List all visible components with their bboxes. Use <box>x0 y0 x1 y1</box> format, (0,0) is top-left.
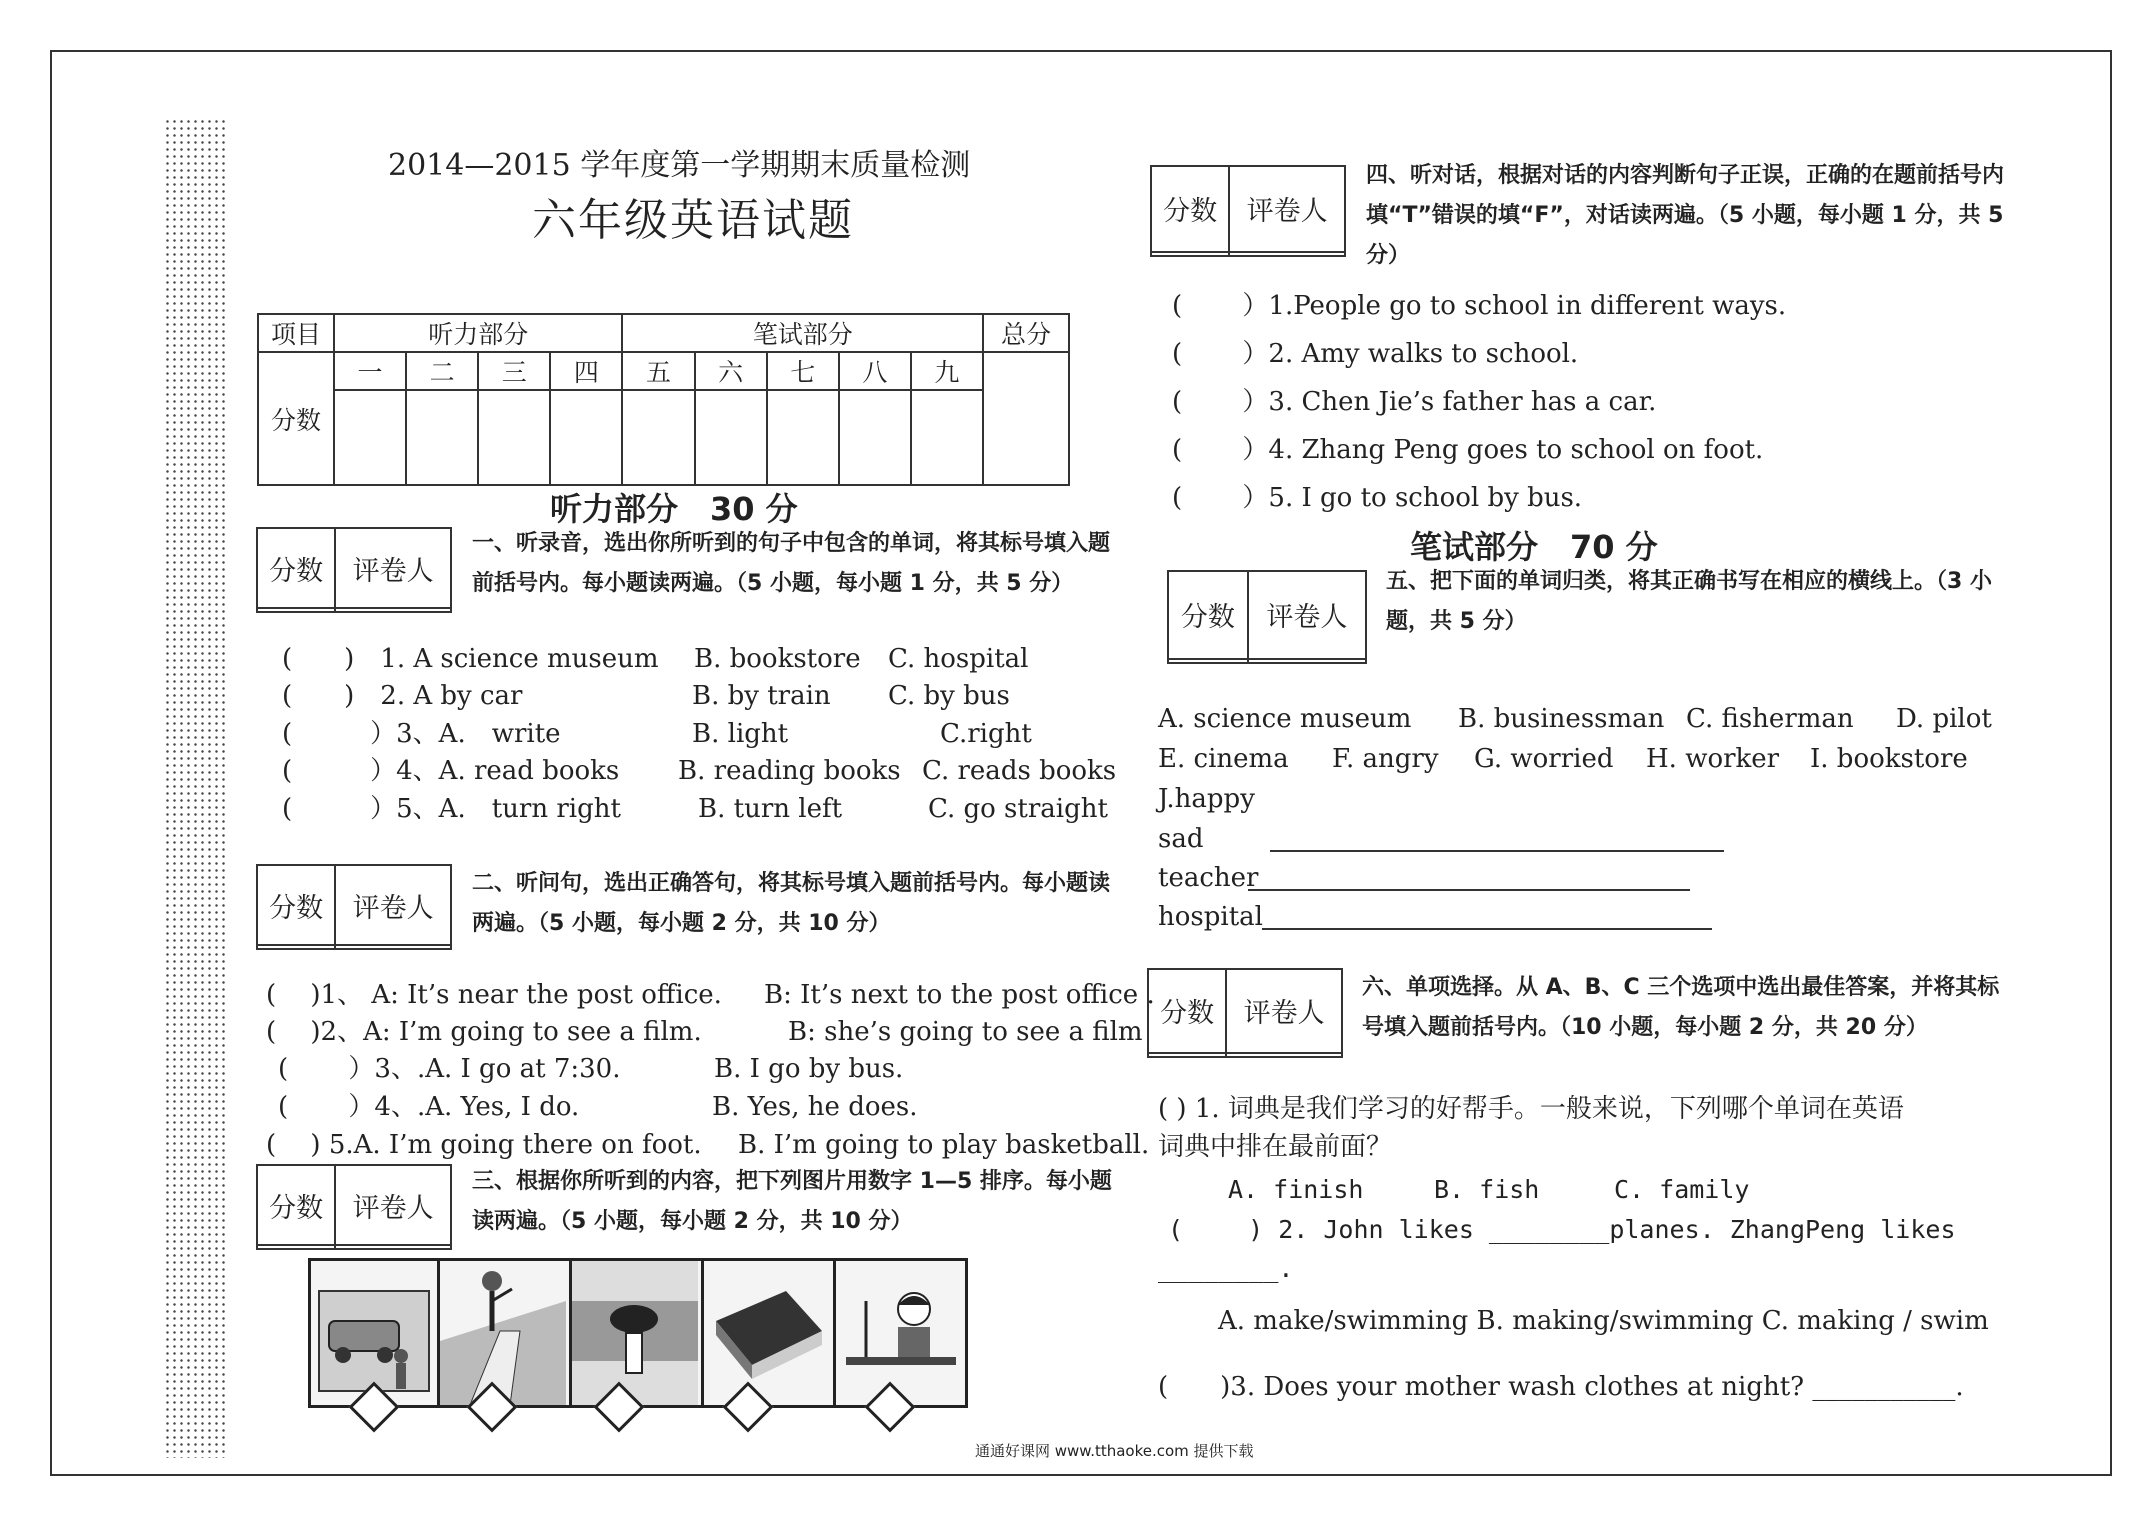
p2-q4-b: B. Yes, he does. <box>712 1092 918 1122</box>
listening-heading: 听力部分 30 分 <box>550 490 798 528</box>
p6-q1-opt-a: A. finish <box>1228 1175 1364 1204</box>
category-hospital: hospital <box>1158 902 1263 932</box>
p2-q2-a: ( )2、A: I’m going to see a film. <box>266 1017 702 1047</box>
col-item: 项目 <box>258 314 334 352</box>
p2-q4-a: ( ）4、.A. Yes, I do. <box>278 1092 580 1122</box>
score-label: 分数 <box>257 528 335 608</box>
part5-instruction: 五、把下面的单词归类，将其正确书写在相应的横线上。（3 小题，共 5 分） <box>1386 569 1992 634</box>
p5-word: J.happy <box>1158 784 1255 814</box>
score-label: 分数 <box>257 865 335 945</box>
numeral: 九 <box>911 352 983 390</box>
p6-q2-line1: ( ) 2. John likes ________planes. ZhangPeng likes <box>1168 1215 1956 1244</box>
p1-q1-b: B. bookstore <box>694 644 861 674</box>
p4-q4: ( ）4. Zhang Peng goes to school on foot. <box>1172 435 1764 465</box>
p2-q5-a: ( ) 5.A. I’m going there on foot. <box>266 1130 702 1160</box>
answer-line-teacher[interactable] <box>1248 863 1690 891</box>
scorebox <box>256 864 452 950</box>
scorebox <box>1150 165 1346 257</box>
p1-q5: ( ）5、A. turn right <box>282 794 621 824</box>
numeral: 二 <box>406 352 478 390</box>
score-label: 分数 <box>1148 969 1226 1053</box>
book-picture <box>704 1258 836 1408</box>
part1-instruction: 一、听录音，选出你所听到的句子中包含的单词，将其标号填入题前括号内。每小题读两遍。（5 小题，每小题 1 分，共 5 分） <box>472 531 1111 596</box>
p4-q3: ( ）3. Chen Jie’s father has a car. <box>1172 387 1657 417</box>
p5-word: E. cinema <box>1158 744 1289 774</box>
score-label: 分数 <box>1168 571 1248 659</box>
p1-q5-b: B. turn left <box>698 794 843 824</box>
exam-title: 2014—2015 学年度第一学期期末质量检测 <box>388 148 971 183</box>
p6-q2-options: A. make/swimming B. making/swimming C. making / swim <box>1218 1306 1989 1336</box>
p1-q4: ( ）4、A. read books <box>282 756 620 786</box>
p4-q1: ( ）1.People go to school in different ways. <box>1172 291 1787 321</box>
p1-q1: ( ) 1. A science museum <box>282 644 659 674</box>
score-label: 分数 <box>257 1165 335 1245</box>
walking-boy-picture <box>440 1258 572 1408</box>
grader-label: 评卷人 <box>1229 166 1345 252</box>
p1-q4-c: C. reads books <box>922 756 1117 786</box>
part2-instruction: 二、听问句，选出正确答句，将其标号填入题前括号内。每小题读两遍。（5 小题，每小题 2 分，共 10 分） <box>472 871 1111 936</box>
studying-boy-picture <box>836 1258 968 1408</box>
binding-margin <box>164 118 228 1458</box>
numeral: 四 <box>550 352 622 390</box>
p6-q1-line2: 词典中排在最前面？ <box>1158 1132 1393 1162</box>
col-listening: 听力部分 <box>334 314 622 352</box>
p4-q5: ( ）5. I go to school by bus. <box>1172 483 1583 513</box>
p5-word: I. bookstore <box>1810 744 1968 774</box>
p6-q1-opt-b: B. fish <box>1434 1175 1540 1204</box>
p1-q2-b: B. by train <box>692 681 831 711</box>
p5-word: G. worried <box>1474 744 1614 774</box>
p2-q1-a: ( )1、 A: It’s near the post office. <box>266 980 722 1010</box>
p1-q3-b: B. light <box>692 719 789 749</box>
part4-instruction: 四、听对话，根据对话的内容判断句子正误，正确的在题前括号内填“T”错误的填“F”，对话读两遍。（5 小题，每小题 1 分，共 5 分） <box>1366 163 2005 268</box>
footer-credit: 通通好课网 www.tthaoke.com 提供下载 <box>975 1442 1254 1460</box>
p5-word: D. pilot <box>1896 704 1992 734</box>
p6-q2-line2: ________. <box>1158 1254 1294 1283</box>
p6-q1-line1: ( ) 1. 词典是我们学习的好帮手。一般来说，下列哪个单词在英语 <box>1158 1094 1904 1124</box>
answer-line-sad[interactable] <box>1270 824 1724 852</box>
p5-word: H. worker <box>1646 744 1780 774</box>
numeral: 六 <box>695 352 767 390</box>
grader-label: 评卷人 <box>335 865 451 945</box>
grader-label: 评卷人 <box>1248 571 1366 659</box>
col-total: 总分 <box>983 314 1069 352</box>
p1-q2-c: C. by bus <box>888 681 1010 711</box>
p6-q1-opt-c: C. family <box>1614 1175 1750 1204</box>
numeral: 七 <box>767 352 839 390</box>
answer-line-hospital[interactable] <box>1262 902 1712 930</box>
scorebox <box>256 527 452 613</box>
col-written: 笔试部分 <box>622 314 983 352</box>
p4-q2: ( ）2. Amy walks to school. <box>1172 339 1579 369</box>
p5-word: A. science museum <box>1158 704 1412 734</box>
numeral: 一 <box>334 352 406 390</box>
p5-word: C. fisherman <box>1686 704 1854 734</box>
p1-q5-c: C. go straight <box>928 794 1108 824</box>
category-sad: sad <box>1158 824 1204 854</box>
numeral: 五 <box>622 352 694 390</box>
p2-q3-a: ( ）3、.A. I go at 7:30. <box>278 1054 621 1084</box>
p5-word: B. businessman <box>1458 704 1665 734</box>
p6-q3: ( )3. Does your mother wash clothes at night? ___________. <box>1158 1372 1964 1402</box>
score-label: 分数 <box>1151 166 1229 252</box>
scorebox <box>256 1164 452 1250</box>
p1-q4-b: B. reading books <box>678 756 901 786</box>
p1-q3: ( ）3、A. write <box>282 719 561 749</box>
part6-instruction: 六、单项选择。从 A、B、C 三个选项中选出最佳答案，并将其标号填入题前括号内。（10 小题，每小题 2 分，共 20 分） <box>1362 975 2000 1040</box>
p1-q2: ( ) 2. A by car <box>282 681 523 711</box>
numeral: 八 <box>839 352 911 390</box>
numeral: 三 <box>478 352 550 390</box>
p1-q3-c: C.right <box>940 719 1032 749</box>
category-teacher: teacher <box>1158 863 1259 893</box>
grader-label: 评卷人 <box>1226 969 1342 1053</box>
p5-word: F. angry <box>1332 744 1439 774</box>
traffic-crossing-picture <box>572 1258 704 1408</box>
p2-q5-b: B. I’m going to play basketball. <box>738 1130 1150 1160</box>
grader-label: 评卷人 <box>335 1165 451 1245</box>
p2-q1-b: B: It’s next to the post office . <box>764 980 1155 1010</box>
total-cell <box>983 352 1069 485</box>
written-heading: 笔试部分 70 分 <box>1410 528 1658 566</box>
row-score-label: 分数 <box>258 352 334 485</box>
grader-label: 评卷人 <box>335 528 451 608</box>
scorebox <box>1147 968 1343 1058</box>
p1-q1-c: C. hospital <box>888 644 1029 674</box>
exam-subtitle: 六年级英语试题 <box>532 195 854 246</box>
p2-q2-b: B: she’s going to see a film <box>788 1017 1143 1047</box>
scorebox <box>1167 570 1367 664</box>
part3-instruction: 三、根据你所听到的内容，把下列图片用数字 1—5 排序。每小题读两遍。（5 小题，每小题 2 分，共 10 分） <box>472 1169 1112 1234</box>
score-table <box>257 313 1070 486</box>
p2-q3-b: B. I go by bus. <box>714 1054 904 1084</box>
